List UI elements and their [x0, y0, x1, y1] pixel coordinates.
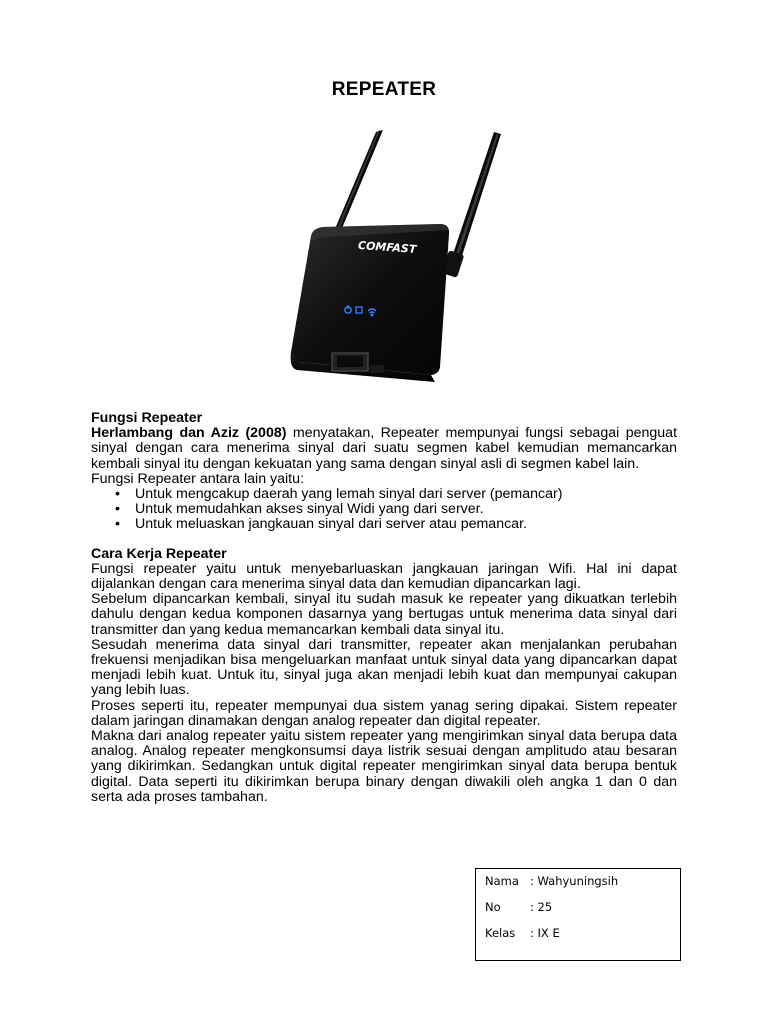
- list-intro: Fungsi Repeater antara lain yaitu:: [91, 470, 304, 487]
- list-item: • Untuk mengcakup daerah yang lemah sinyal dari server (pemancar): [135, 487, 677, 502]
- student-identity-box: [475, 868, 681, 961]
- section-heading-cara-kerja: Cara Kerja Repeater: [91, 545, 227, 562]
- no-label: No: [485, 900, 501, 914]
- function-list: [91, 487, 677, 533]
- kelas-label: Kelas: [485, 926, 516, 940]
- document-title: REPEATER: [331, 79, 437, 100]
- list-item: • Untuk memudahkan akses sinyal Widi yang dari server.: [135, 502, 677, 517]
- paragraph-definition: [91, 426, 677, 472]
- paragraph: Proses seperti itu, repeater mempunyai dua sistem yanag sering dipakai. Sistem repeater dalam jaringan dinamakan dengan analog repeater dan digital repeater.: [91, 697, 677, 729]
- list-item: • Untuk meluaskan jangkauan sinyal dari server atau pemancar.: [135, 517, 677, 532]
- no-value: : 25: [530, 900, 553, 914]
- citation: Herlambang dan Aziz (2008): [91, 425, 287, 442]
- nama-value: : Wahyuningsih: [530, 874, 619, 888]
- identity-row-kelas: [485, 926, 560, 940]
- definition-text: menyatakan, Repeater mempunyai fungsi sebagai penguat sinyal dengan cara menerima sinyal dari suatu segmen kabel kemudian memancarkan kembali sinyal itu dengan kekuatan yang sama dengan sinyal asli di segmen kabel lain.: [91, 425, 678, 472]
- section-heading-fungsi: Fungsi Repeater: [91, 410, 203, 426]
- paragraph: Fungsi repeater yaitu untuk menyebarluaskan jangkauan jaringan Wifi. Hal ini dapat dijalankan dengan cara menerima sinyal data dan kemudian dipancarkan lagi.: [91, 560, 677, 593]
- brand-logo: COMFAST: [357, 238, 417, 256]
- identity-row-no: [485, 900, 552, 914]
- repeater-device-image: [205, 112, 505, 402]
- paragraph: Makna dari analog repeater yaitu sistem repeater yang mengirimkan sinyal data berupa data analog. Analog repeater mengkonsumsi daya listrik sesuai dengan amplitudo atau besaran yang dikirimkan. Sedangkan untuk digital repeater mengirimkan sinyal data berupa bentuk digital. Data seperti itu dikirimkan berupa binary dengan diwakili oleh angka 1 dan 0 dan serta ada proses tambahan.: [91, 728, 677, 805]
- right-antenna: [442, 132, 501, 278]
- paragraph: Sesudah menerima data sinyal dari transmitter, repeater akan menjalankan perubahan frekuensi menjadikan bisa mengeluarkan manfaat untuk sinyal data yang dipancarkan dapat menjadi lebih kuat. Untuk itu, sinyal juga akan menjadi lebih kuat dan mempunyai cakupan yang lebih luas.: [91, 636, 677, 699]
- document-body: [91, 411, 677, 805]
- identity-row-nama: [485, 874, 618, 888]
- kelas-value: : IX E: [530, 926, 560, 940]
- paragraph: Sebelum dipancarkan kembali, sinyal itu sudah masuk ke repeater yang dikuatkan terlebih dahulu dengan kedua komponen dasarnya yang bertugas untuk menerima data sinyal dari transmitter dan yang kedua memancarkan kembali data sinyal itu.: [91, 591, 677, 638]
- nama-label: Nama: [485, 874, 519, 888]
